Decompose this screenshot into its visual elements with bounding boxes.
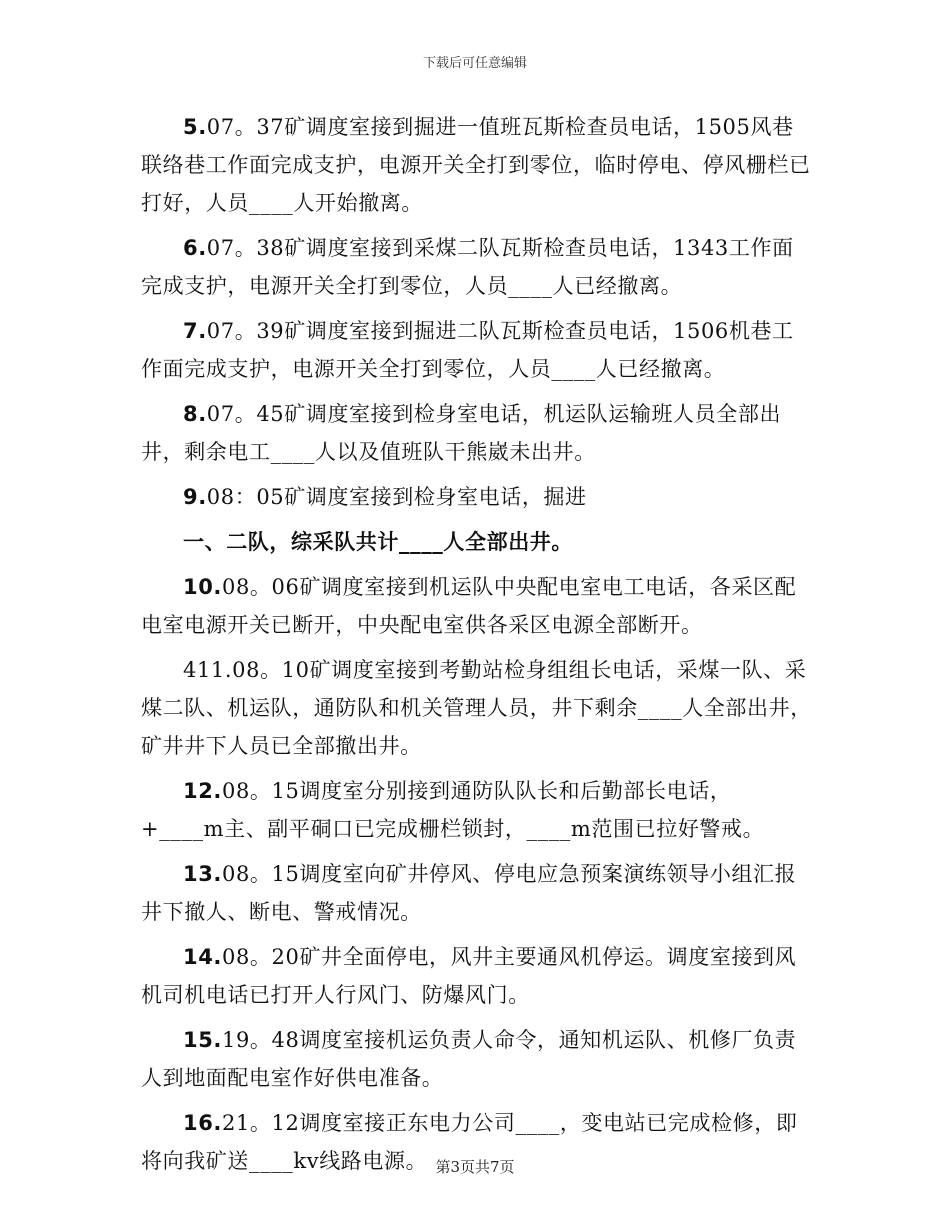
list-item — [141, 651, 813, 765]
item-text: 07。39矿调度室接到掘进二队瓦斯检查员电话，1506机巷工作面完成支护，电源开关全打到零位，人员____人已经撤离。 — [141, 319, 794, 381]
list-item — [141, 108, 813, 222]
item-text: 07。38矿调度室接到采煤二队瓦斯检查员电话，1343工作面完成支护，电源开关全打到零位，人员____人已经撤离。 — [141, 236, 794, 298]
item-number: 8. — [183, 402, 207, 426]
item-text: 08。06矿调度室接到机运队中央配电室电工电话，各采区配电室电源开关已断开，中央配电室供各采区电源全部断开。 — [141, 575, 797, 637]
list-item — [141, 855, 813, 931]
list-item — [141, 395, 813, 471]
item-number: 6. — [183, 236, 207, 260]
document-body — [141, 108, 813, 1187]
item-text: 08。15调度室分别接到通防队队长和后勤部长电话，+____m主、副平硐口已完成栅栏锁封，____m范围已拉好警戒。 — [141, 779, 765, 841]
list-item — [141, 478, 813, 516]
item-text: 19。48调度室接机运负责人命令，通知机运队、机修厂负责人到地面配电室作好供电准备。 — [141, 1028, 797, 1090]
item-number: 12. — [183, 779, 223, 803]
item-number: 10. — [183, 575, 223, 599]
item-text: 一、二队，综采队共计____人全部出井。 — [183, 529, 573, 554]
item-number: 9. — [183, 485, 207, 509]
page-footer-label: 第3页共7页 — [435, 1158, 515, 1176]
item-text: 21。12调度室接正东电力公司____，变电站已完成检修，即将向我矿送____kv线路电源。 — [141, 1111, 798, 1173]
item-text: 08。20矿井全面停电，风井主要通风机停运。调度室接到风机司机电话已打开人行风门、防爆风门。 — [141, 945, 797, 1007]
item-number: 5. — [183, 115, 207, 139]
list-item — [141, 772, 813, 848]
item-text: 07。45矿调度室接到检身室电话，机运队运输班人员全部出井，剩余电工____人以及值班队干熊崴未出井。 — [141, 402, 782, 464]
item-number: 13. — [183, 862, 223, 886]
list-item — [141, 938, 813, 1014]
item-number: 7. — [183, 319, 207, 343]
list-item — [141, 312, 813, 388]
page-header-note: 下载后可任意编辑 — [422, 56, 527, 71]
list-item — [141, 568, 813, 644]
item-text: 411.08。10矿调度室接到考勤站检身组组长电话，采煤一队、采煤二队、机运队，通防队和机关管理人员，井下剩余____人全部出井，矿井井下人员已全部撤出井。 — [141, 658, 812, 758]
item-number: 14. — [183, 945, 223, 969]
item-text: 08：05矿调度室接到检身室电话，掘进 — [206, 485, 587, 509]
item-text: 08。15调度室向矿井停风、停电应急预案演练领导小组汇报井下撤人、断电、警戒情况。 — [141, 862, 797, 924]
item-number: 16. — [183, 1111, 223, 1135]
item-number: 15. — [183, 1028, 223, 1052]
list-item-bold — [141, 523, 813, 561]
item-text: 07。37矿调度室接到掘进一值班瓦斯检查员电话，1505风巷联络巷工作面完成支护，电源开关全打到零位，临时停电、停风栅栏已打好，人员____人开始撤离。 — [141, 115, 811, 215]
list-item — [141, 1021, 813, 1097]
list-item — [141, 229, 813, 305]
